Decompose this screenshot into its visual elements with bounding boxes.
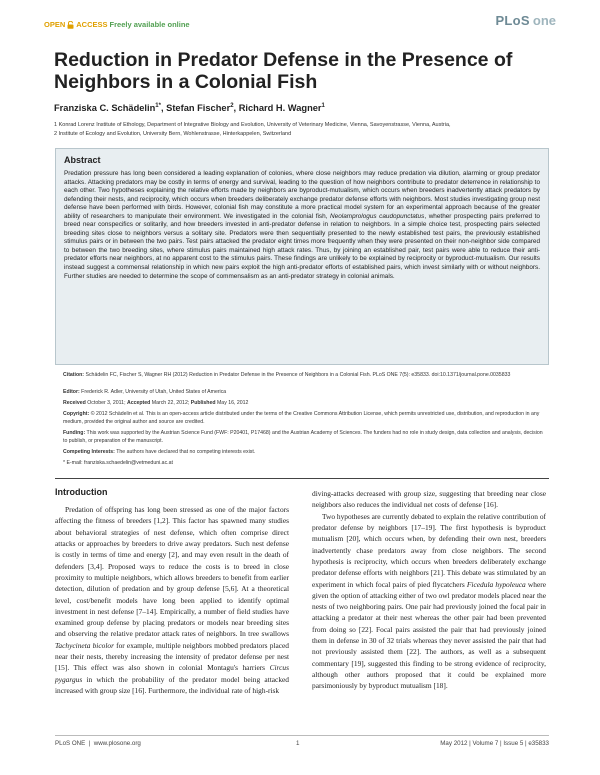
freely-available-label: Freely available online: [109, 20, 190, 29]
competing-interests-line: Competing Interests: The authors have declared that no competing interests exist.: [63, 449, 256, 455]
footer-website: www.plosone.org: [93, 740, 141, 747]
author-list: Franziska C. Schädelin$^{1*}$, Stefan Fischer$^2$, Richard H. Wagner$^1$: [54, 103, 325, 114]
email-line: * E-mail: franziska.schaedelin@vetmeduni.ac.at: [63, 460, 173, 466]
body-paragraph: diving-attacks decreased with group size, suggesting that breeding near close neighbors also reduces the individual net costs of defense [16].: [312, 489, 546, 510]
page-number: 1: [296, 740, 300, 747]
journal-logo: [495, 13, 556, 28]
access-label: ACCESS: [76, 20, 108, 29]
species-name: Neolamprologus caudopunctatus: [330, 212, 425, 220]
open-access-banner: [44, 20, 190, 29]
footer-journal: PLoS ONE | www.plosone.org: [55, 740, 141, 747]
section-divider: [55, 478, 549, 479]
citation-line: Citation: Schädelin FC, Fischer S, Wagner RH (2012) Reduction in Predator Defense in the Presence of Neighbors in a Colonial Fish. PLoS ONE 7(5): e35833. doi:10.1371/journal.pone.0035833: [63, 372, 511, 378]
body-paragraph: Two hypotheses are currently debated to explain the relative contribution of predator defense by neighbors [17–19]. The first hypothesis is byproduct mutualism [20], which occurs when, by defending their own nest, breeders inadvertently chase predators away from close neighbors. The second hypothesis is reciprocity, which occurs when breeders deliberately exchange predator defense efforts with neighbors [21]. This debate was stimulated by an experiment in which focal pairs of pied flycatchers Ficedula hypoleuca where given the option of attacking either of two owl predator models placed near the nests of two neighboring pairs. One pair had previously joined the focal pair in attacking a predator at their nest whereas the other pair had been prevented from doing so [22]. Focal pairs assisted the pair that had previously joined them in defense in 30 of 32 trials whereas they never assisted the pair that had not previously assisted them [22]. The authors, as well as a subsequent commentary [19], suggested this finding to be strong evidence of reciprocity, although other authors proposed that it could be explained more parsimoniously by byproduct mutualism [18].: [312, 511, 546, 691]
journal-logo-suffix: one: [532, 13, 556, 28]
open-label: OPEN: [44, 20, 66, 29]
species-name: Circus pygargus: [55, 663, 289, 684]
abstract-heading: Abstract: [64, 155, 101, 165]
abstract-text: Predation pressure has long been considered a leading explanation of colonies, where close neighbors may reduce predation via dilution, alarming or group predator attacks. Attacking predators may be costly in terms of energy and survival, leading to the question of how neighbors contribute to predator deterrence in relationship to each other. Two hypotheses explaining the relative efforts made by neighbors are byproduct-mutualism, which occurs when breeders inadvertently attack predators by defending their nests, and reciprocity, which occurs when breeders deliberately exchange predator defense efforts with neighbors. Most studies investigating group nest defense have been performed with birds. However, colonial fish may constitute a more practical model system for an experimental approach because of the greater ability of researchers to manipulate their environment. We investigated in the colonial fish, Neolamprologus caudopunctatus, whether prospecting pairs preferred to breed near conspecifics or solitarily, and how breeders invested in anti-predator defense in relation to neighbors. In a simple choice test, prospecting pairs selected breeding sites close to neighbors versus a solitary site. Predators were then sequentially presented to the newly established test pairs, the previously established stimulus pairs or in between the two pairs. Test pairs attacked the predator eight times more frequently when they were presented on their non-neighbor side compared to between the two breeding sites, where stimulus pairs maintained high attack rates. Thus, by joining an established pair, test pairs were able to reduce their anti-predator efforts near neighbors, at no apparent cost to the stimulus pairs. These findings are unlikely to be explained by reciprocity or byproduct-mutualism. Our results instead suggest a commensal relationship in which new pairs exploit the high anti-predator efforts of established pairs, which invest similarly with or without neighbors. Further studies are needed to determine the scope of commensalism as an anti-predator strategy in colonial animals.: [64, 170, 540, 280]
author-affiliation-mark: 1*: [155, 103, 161, 109]
journal-logo-text: PLoS: [495, 13, 530, 28]
editor-line: Editor: Frederick R. Adler, University of Utah, United States of America: [63, 389, 227, 395]
body-paragraph: Predation of offspring has long been stressed as one of the major factors affecting the fitness of breeders [1,2]. This factor has spawned many studies about behavioral strategies of nest defense, which often comprise direct attacks or approaches by breeders to drive away predators. Such nest defense is costly in terms of time and energy [2], and may even result in the death of defenders [3,4]. Proposed ways to reduce the costs is to breed in close proximity to multiple neighbors, which allows breeders to benefit from earlier detection, dilution of predation and by group defense [5,6]. At a theoretical level, cost/benefit models have long been applied to identify optimal investment in nest defense [7–14]. Empirically, a number of field studies have examined group defense by placing predators or models near breeding sites and observing the relative predator attack rates of neighbors. In tree swallows Tachycineta bicolor for example, multiple neighbors mobbed predators placed near their nests, thereby increasing the intensity of predator defense per nest [15]. This effect was also shown in colonial Montagu's harriers Circus pygargus in which the probability of the predator model being attacked increased with group size [16]. Furthermore, the individual rate of high-risk: [55, 505, 290, 695]
abstract-box: [55, 148, 549, 365]
author-name: Richard H. Wagner: [238, 103, 322, 114]
author-name: Franziska C. Schädelin: [54, 103, 156, 114]
body-column-right: [312, 488, 546, 692]
article-title: Reduction in Predator Defense in the Presence of Neighbors in a Colonial Fish: [54, 49, 513, 93]
author-affiliation-mark: 2: [230, 103, 234, 109]
author-name: Stefan Fischer: [166, 103, 231, 114]
footer-issue-info: May 2012 | Volume 7 | Issue 5 | e35833: [440, 740, 549, 747]
affiliation-1: 1 Konrad Lorenz Institute of Ethology, Department of Integrative Biology and Evolution, University of Veterinary Medicine, Vienna, Savoyenstrasse, Vienna, Austria,: [54, 122, 451, 128]
journal-header: [44, 13, 556, 37]
body-column-left: [55, 487, 289, 696]
footer-divider: [55, 735, 549, 736]
open-access-lock-icon: [67, 21, 74, 29]
dates-line: Received October 3, 2011; Accepted March 22, 2012; Published May 16, 2012: [63, 400, 249, 406]
copyright-line: Copyright: © 2012 Schädelin et al. This is an open-access article distributed under the terms of the Creative Commons Attribution License, which permits unrestricted use, distribution, and reproduction in any medium, provided the original author and source are credited.: [63, 411, 540, 425]
species-name: Tachycineta bicolor: [55, 640, 114, 650]
species-name: Ficedula hypoleuca: [466, 579, 526, 589]
introduction-heading: Introduction: [55, 487, 108, 497]
affiliation-2: 2 Institute of Ecology and Evolution, University Bern, Wohlenstrasse, Hinterkappelen, Switzerland: [54, 131, 292, 137]
author-affiliation-mark: 1: [321, 103, 325, 109]
funding-line: Funding: This work was supported by the Austrian Science Fund (FWF: P20401, P17468) and the Austrian Academy of Sciences. The funders had no role in study design, data collection and analysis, decision to publish, or preparation of the manuscript.: [63, 430, 543, 444]
